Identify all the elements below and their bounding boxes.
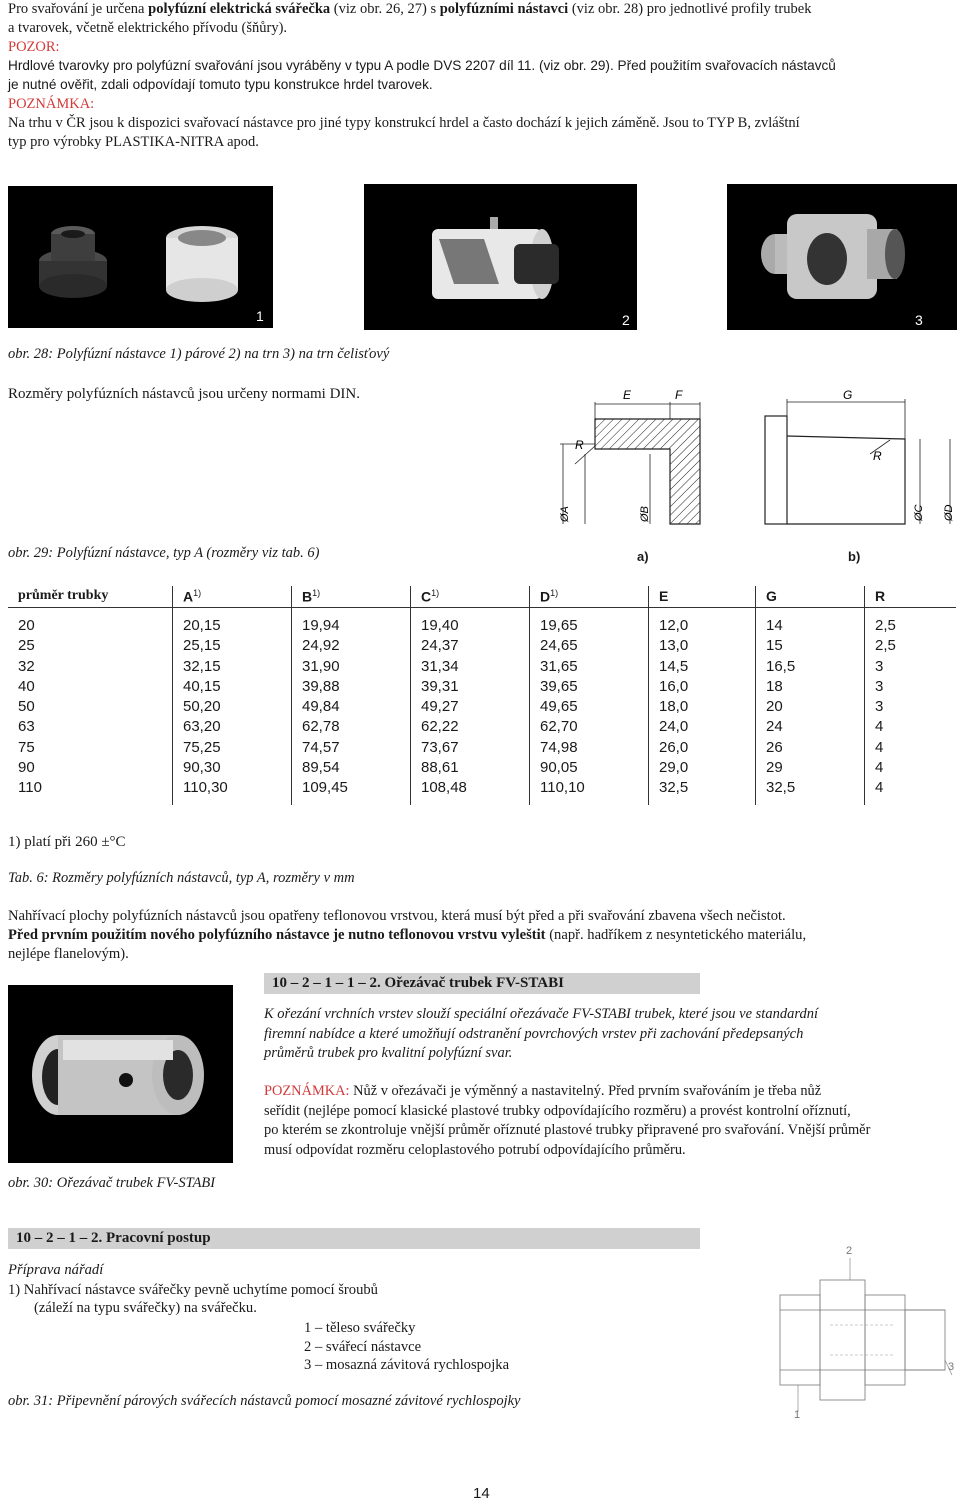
table-cell: 31,65 <box>540 657 578 675</box>
table-footnote: 1) platí při 260 ±°C <box>8 834 126 850</box>
photo-jaw-adapter <box>727 184 957 330</box>
fig29-drawing <box>555 384 960 539</box>
label-phi-b: ØB <box>639 506 651 522</box>
table-cell: 40 <box>18 677 35 695</box>
table-cell: 110 <box>18 779 42 797</box>
table-cell: 89,54 <box>302 759 340 777</box>
pozor-line-2: je nutné ověřit, zdali odpovídají tomuto typu konstrukce hrdel tvarovek. <box>8 77 433 92</box>
table-cell: 32,15 <box>183 657 221 675</box>
work-item: 3 – mosazná závitová rychlospojka <box>304 1357 510 1374</box>
intro-text: (viz obr. 26, 27) s <box>330 1 440 17</box>
fig29-caption: obr. 29: Polyfúzní nástavce, typ A (rozměry viz tab. 6) <box>8 545 320 561</box>
table-cell: 39,65 <box>540 677 578 695</box>
table-cell: 90,05 <box>540 759 578 777</box>
work-item: 1 – těleso svářečky <box>304 1320 416 1336</box>
din-text: Rozměry polyfúzních nástavců jsou určeny normami DIN. <box>8 386 360 402</box>
table-cell: 74,57 <box>302 738 340 756</box>
fig28-caption: obr. 28: Polyfúzní nástavce 1) párové 2) na trn 3) na trn čelisťový <box>8 346 390 362</box>
table-cell: 20 <box>766 698 783 716</box>
photo-pipe-cutter <box>8 985 233 1163</box>
table-column-cell <box>649 608 756 805</box>
table-header-cell: E <box>649 586 756 608</box>
table-cell: 15 <box>766 637 783 655</box>
table-cell: 31,90 <box>302 657 340 675</box>
table-cell: 26 <box>766 738 783 756</box>
table-caption: Tab. 6: Rozměry polyfúzních nástavců, typ A, rozměry v mm <box>8 870 355 886</box>
intro-bold: polyfúzní elektrická svářečka <box>148 1 331 17</box>
cutter-line: K ořezání vrchních vrstev slouží speciální ořezávače FV-STABI trubek, které jsou ve standardní <box>264 1006 818 1022</box>
photo-number: 2 <box>622 312 630 328</box>
label-g: G <box>843 388 853 402</box>
fig29-label-b: b) <box>848 549 861 564</box>
table-cell: 26,0 <box>659 738 689 756</box>
intro-text: (viz obr. 28) pro jednotlivé profily trubek <box>568 1 812 17</box>
intro-line-1 <box>8 0 958 19</box>
section-cutter-title: 10 – 2 – 1 – 1 – 2. Ořezávač trubek FV-STABI <box>264 973 700 994</box>
photo-number: 1 <box>256 308 264 324</box>
table-cell: 14,5 <box>659 657 689 675</box>
table-cell: 49,27 <box>421 698 459 716</box>
label-phi-a: ØA <box>559 506 571 522</box>
poznamka-label: POZNÁMKA: <box>8 96 95 112</box>
table-cell: 20 <box>18 617 35 634</box>
table-cell: 29,0 <box>659 759 689 777</box>
table-column-cell <box>292 608 411 805</box>
table-header-cell: $D^{1)}$ <box>530 586 649 608</box>
cutter-note-line: musí odpovídat rozměru celoplastového potrubí odpovídajícího průměru. <box>264 1141 686 1158</box>
cutter-note-line: seřídit (nejlépe pomocí klasické plastové trubky odpovídajícího rozměru) a provést kontrolní oříznutí, <box>264 1102 851 1119</box>
table-cell: 50 <box>18 698 35 716</box>
table-cell: 31,34 <box>421 657 459 675</box>
intro-bold: polyfúzními nástavci <box>439 1 569 17</box>
photo-paired-adapter <box>8 186 273 328</box>
work-step-1: 1) Nahřívací nástavce svářečky pevně uchytíme pomocí šroubů <box>8 1282 378 1298</box>
work-items <box>304 1319 509 1375</box>
table-header-cell: $B^{1)}$ <box>292 586 411 608</box>
label-e: E <box>623 388 632 402</box>
pozor-line-1: Hrdlové tvarovky pro polyfúzní svařování jsou vyráběny v typu A podle DVS 2207 díl 11. (viz obr. 29). Před použitím svařovacích nástavců <box>8 58 836 73</box>
table-cell: 3 <box>875 677 884 695</box>
poznamka-line-2: typ pro výrobky PLASTIKA-NITRA apod. <box>8 134 259 150</box>
label-f: F <box>675 388 683 402</box>
table-cell: 4 <box>875 779 884 797</box>
fig31-label-3: 3 <box>948 1361 955 1373</box>
table-cell: 24 <box>766 718 783 736</box>
table-cell: 24,65 <box>540 637 578 655</box>
label-r: R <box>575 438 584 452</box>
table-cell: 2,5 <box>875 617 896 634</box>
table-cell: 18,0 <box>659 698 689 716</box>
table-header-cell: $A^{1)}$ <box>173 586 292 608</box>
label-r-b: R <box>873 449 882 463</box>
table-column-cell <box>173 608 292 805</box>
work-item: 2 – svářecí nástavce <box>304 1338 422 1355</box>
table-cell: 110,30 <box>183 779 228 797</box>
table-cell: 49,84 <box>302 698 340 716</box>
table-header-cell: průměr trubky <box>8 586 173 608</box>
table-cell: 12,0 <box>659 617 689 634</box>
table-column-cell <box>8 608 173 805</box>
cutter-line: průměrů trubek pro kvalitní polyfúzní svar. <box>264 1045 513 1062</box>
table-cell: 62,22 <box>421 718 459 736</box>
work-subtitle: Příprava nářadí <box>8 1262 104 1278</box>
table-cell: 49,65 <box>540 698 578 716</box>
table-cell: 24,37 <box>421 637 459 655</box>
table-cell: 13,0 <box>659 637 689 655</box>
table-cell: 39,31 <box>421 677 459 695</box>
table-cell: 108,48 <box>421 779 467 797</box>
table-cell: 109,45 <box>302 779 348 797</box>
table-cell: 19,94 <box>302 617 340 634</box>
table-cell: 24,0 <box>659 718 689 736</box>
poznamka-line-1: Na trhu v ČR jsou k dispozici svařovací nástavce pro jiné typy konstrukcí hrdel a často dochází k jejich záměně. Jsou to TYP B, zvláštní <box>8 115 800 131</box>
table-cell: 39,88 <box>302 677 340 695</box>
cutter-note <box>264 1082 958 1160</box>
cutter-line: firemní nabídce a které umožňují odstranění povrchových vrstev při zachování předepsaných <box>264 1025 804 1042</box>
table-cell: 18 <box>766 677 783 695</box>
page-number: 14 <box>473 1485 490 1502</box>
table-cell: 24,92 <box>302 637 340 655</box>
table-cell: 4 <box>875 759 884 777</box>
heating-bold: Před prvním použitím nového polyfúzního nástavce je nutno teflonovou vrstvu vyleštit <box>8 927 546 943</box>
table-cell: 29 <box>766 759 783 777</box>
table-column-cell <box>756 608 865 805</box>
table-cell: 88,61 <box>421 759 459 777</box>
pipe-cutter-image <box>8 985 233 1163</box>
table-data-row <box>8 608 956 805</box>
intro-text: Pro svařování je určena <box>8 1 149 17</box>
label-phi-d: ØD <box>943 504 955 521</box>
table-header-cell: G <box>756 586 865 608</box>
dimensions-table <box>8 586 956 805</box>
table-cell: 74,98 <box>540 738 578 756</box>
photo-mandrel-adapter <box>364 184 637 330</box>
table-cell: 16,5 <box>766 657 796 675</box>
mandrel-adapter-image <box>364 184 637 330</box>
jaw-adapter-image <box>727 184 957 330</box>
table-cell: 90,30 <box>183 759 221 777</box>
table-cell: 25 <box>18 637 35 655</box>
table-cell: 19,40 <box>421 617 459 634</box>
label-phi-c: ØC <box>913 504 925 521</box>
table-header-cell: $C^{1)}$ <box>411 586 530 608</box>
cutter-note-line: Nůž v ořezávači je výměnný a nastavitelný. Před prvním svařováním je třeba nůž <box>349 1083 822 1099</box>
table-column-cell <box>530 608 649 805</box>
table-header-cell: R <box>865 586 957 608</box>
table-cell: 62,78 <box>302 718 340 736</box>
table-cell: 3 <box>875 698 884 716</box>
table-cell: 4 <box>875 718 884 736</box>
heating-line-3: nejlépe flanelovým). <box>8 946 129 962</box>
table-cell: 32,5 <box>659 779 689 797</box>
table-cell: 62,70 <box>540 718 578 736</box>
heating-line-1: Nahřívací plochy polyfúzních nástavců jsou opatřeny teflonovou vrstvou, která musí být před a při svařování zbavena všech nečistot. <box>8 908 786 924</box>
table-cell: 4 <box>875 738 884 756</box>
table-cell: 110,10 <box>540 779 585 797</box>
fig30-caption: obr. 30: Ořezávač trubek FV-STABI <box>8 1175 216 1191</box>
intro-line-2: a tvarovek, včetně elektrického přívodu (šňůry). <box>8 20 288 36</box>
photo-number: 3 <box>915 312 923 328</box>
section-work-title: 10 – 2 – 1 – 2. Pracovní postup <box>8 1228 700 1249</box>
cutter-description <box>264 1005 958 1064</box>
fig31-label-1: 1 <box>794 1409 801 1420</box>
table-cell: 63 <box>18 718 35 736</box>
table-cell: 63,20 <box>183 718 221 736</box>
cutter-note-label: POZNÁMKA: <box>264 1083 350 1099</box>
cutter-note-line: po kterém se zkontroluje vnější průměr oříznuté plastové trubky připravené pro svařování. Vnější průměr <box>264 1122 871 1139</box>
table-column-cell <box>865 608 957 805</box>
work-step-1-cont: (záleží na typu svářečky) na svářečku. <box>34 1300 257 1316</box>
fig29-label-a: a) <box>637 549 649 564</box>
table-cell: 73,67 <box>421 738 459 756</box>
heating-text: (např. hadříkem z nesyntetického materiálu, <box>545 927 807 943</box>
table-cell: 75 <box>18 738 35 756</box>
heating-line-2 <box>8 926 806 945</box>
table-cell: 2,5 <box>875 637 896 655</box>
table-cell: 50,20 <box>183 698 221 716</box>
table-cell: 32,5 <box>766 779 796 797</box>
fig31-drawing <box>770 1240 960 1420</box>
table-cell: 3 <box>875 657 884 675</box>
table-cell: 40,15 <box>183 677 221 695</box>
table-column-cell <box>411 608 530 805</box>
table-cell: 19,65 <box>540 617 578 634</box>
table-cell: 20,15 <box>183 617 221 634</box>
table-header-row <box>8 586 956 608</box>
paired-adapter-image <box>8 186 273 328</box>
table-cell: 90 <box>18 759 35 777</box>
table-cell: 32 <box>18 657 35 675</box>
table-cell: 25,15 <box>183 637 221 655</box>
table-cell: 14 <box>766 617 783 634</box>
fig31-label-2: 2 <box>846 1245 853 1257</box>
table-cell: 16,0 <box>659 677 689 695</box>
pozor-label: POZOR: <box>8 39 60 55</box>
fig31-caption: obr. 31: Připevnění párových svářecích nástavců pomocí mosazné závitové rychlospojky <box>8 1393 521 1409</box>
table-cell: 75,25 <box>183 738 221 756</box>
